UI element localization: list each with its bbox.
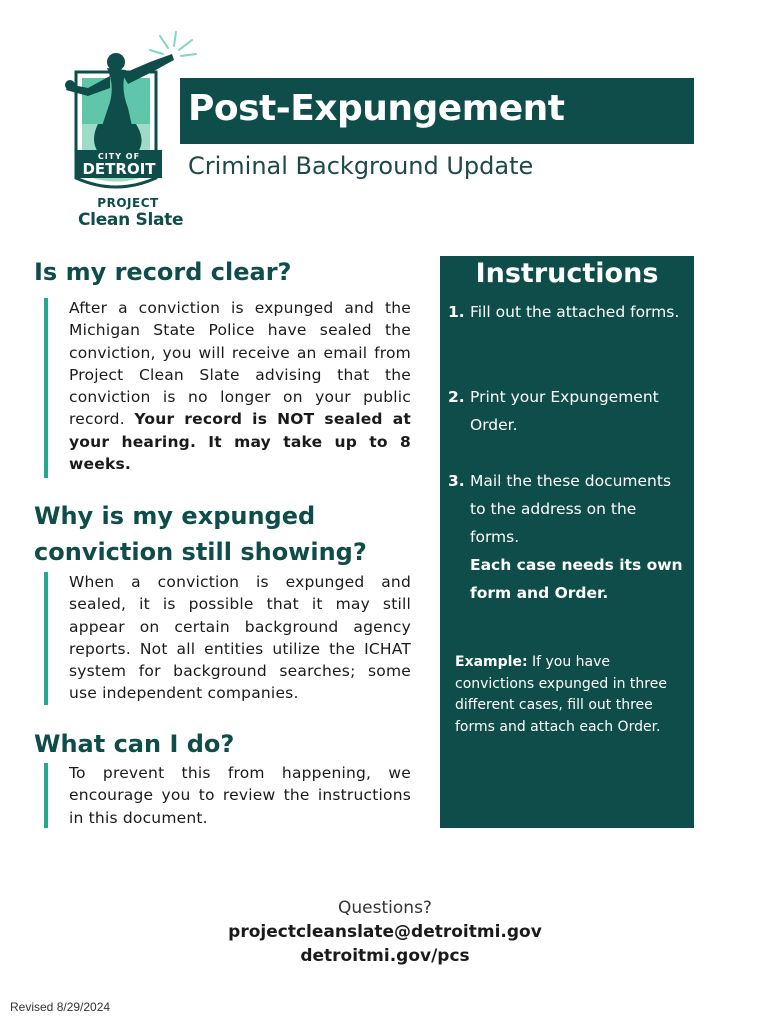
instructions-title: Instructions (475, 258, 659, 289)
step-text: Print your Expungement Order. (470, 388, 659, 434)
section-accent-bar (44, 763, 48, 828)
body-text: After a conviction is expunged and the Michigan State Police have sealed the conviction, you will receive an email from Project Clean Slate advising that the conviction is no longer on your public record. (69, 299, 411, 429)
section-body-record-clear (69, 297, 411, 475)
page-title: Post-Expungement (188, 88, 565, 129)
website-link[interactable]: detroitmi.gov/pcs (300, 946, 470, 966)
instruction-step (448, 298, 688, 326)
step-bold-note: Each case needs its own form and Order. (470, 556, 683, 602)
instructions-panel (440, 256, 694, 828)
footer-contact (0, 896, 770, 968)
section-heading-still-showing: Why is my expunged conviction still showing? (34, 502, 367, 566)
section-accent-bar (44, 572, 48, 705)
title-banner (180, 78, 694, 144)
project-clean-slate-label (78, 196, 184, 230)
logo-detroit: DETROIT (82, 160, 156, 178)
example-note (455, 652, 687, 738)
clean-slate-word: Clean Slate (78, 210, 184, 230)
project-word: PROJECT (97, 196, 159, 210)
revised-date: Revised 8/29/2024 (10, 1000, 111, 1014)
section-heading-record-clear: Is my record clear? (34, 258, 292, 286)
section-body-still-showing: When a conviction is expunged and sealed, it is possible that it may still appear on certain background agency reports. Not all entities utilize the ICHAT system for background searches; some use independent companies. (69, 573, 411, 703)
step-number: 1. (448, 303, 465, 321)
step-number: 2. (448, 388, 465, 406)
instruction-step (448, 467, 688, 607)
section-body-what-can-i-do: To prevent this from happening, we encourage you to review the instructions in this document. (69, 764, 411, 827)
step-text: Fill out the attached forms. (470, 303, 680, 321)
sunburst-icon (150, 32, 196, 56)
step-text: Mail the these documents to the address on the forms. (470, 472, 672, 546)
example-text: If you have convictions expunged in three different cases, fill out three forms and attach each Order. (455, 654, 667, 735)
example-label: Example: (455, 654, 528, 670)
page-subtitle: Criminal Background Update (188, 152, 534, 180)
section-heading-what-can-i-do: What can I do? (34, 730, 235, 758)
instruction-step (448, 383, 688, 439)
questions-label: Questions? (338, 898, 432, 918)
bold-warning: Your record is NOT sealed at your hearing. It may take up to 8 weeks. (69, 410, 411, 474)
contact-email-link[interactable]: projectcleanslate@detroitmi.gov (228, 922, 542, 942)
logo-city-of: CITY OF (97, 152, 141, 161)
section-accent-bar (44, 298, 48, 478)
step-number: 3. (448, 472, 465, 490)
